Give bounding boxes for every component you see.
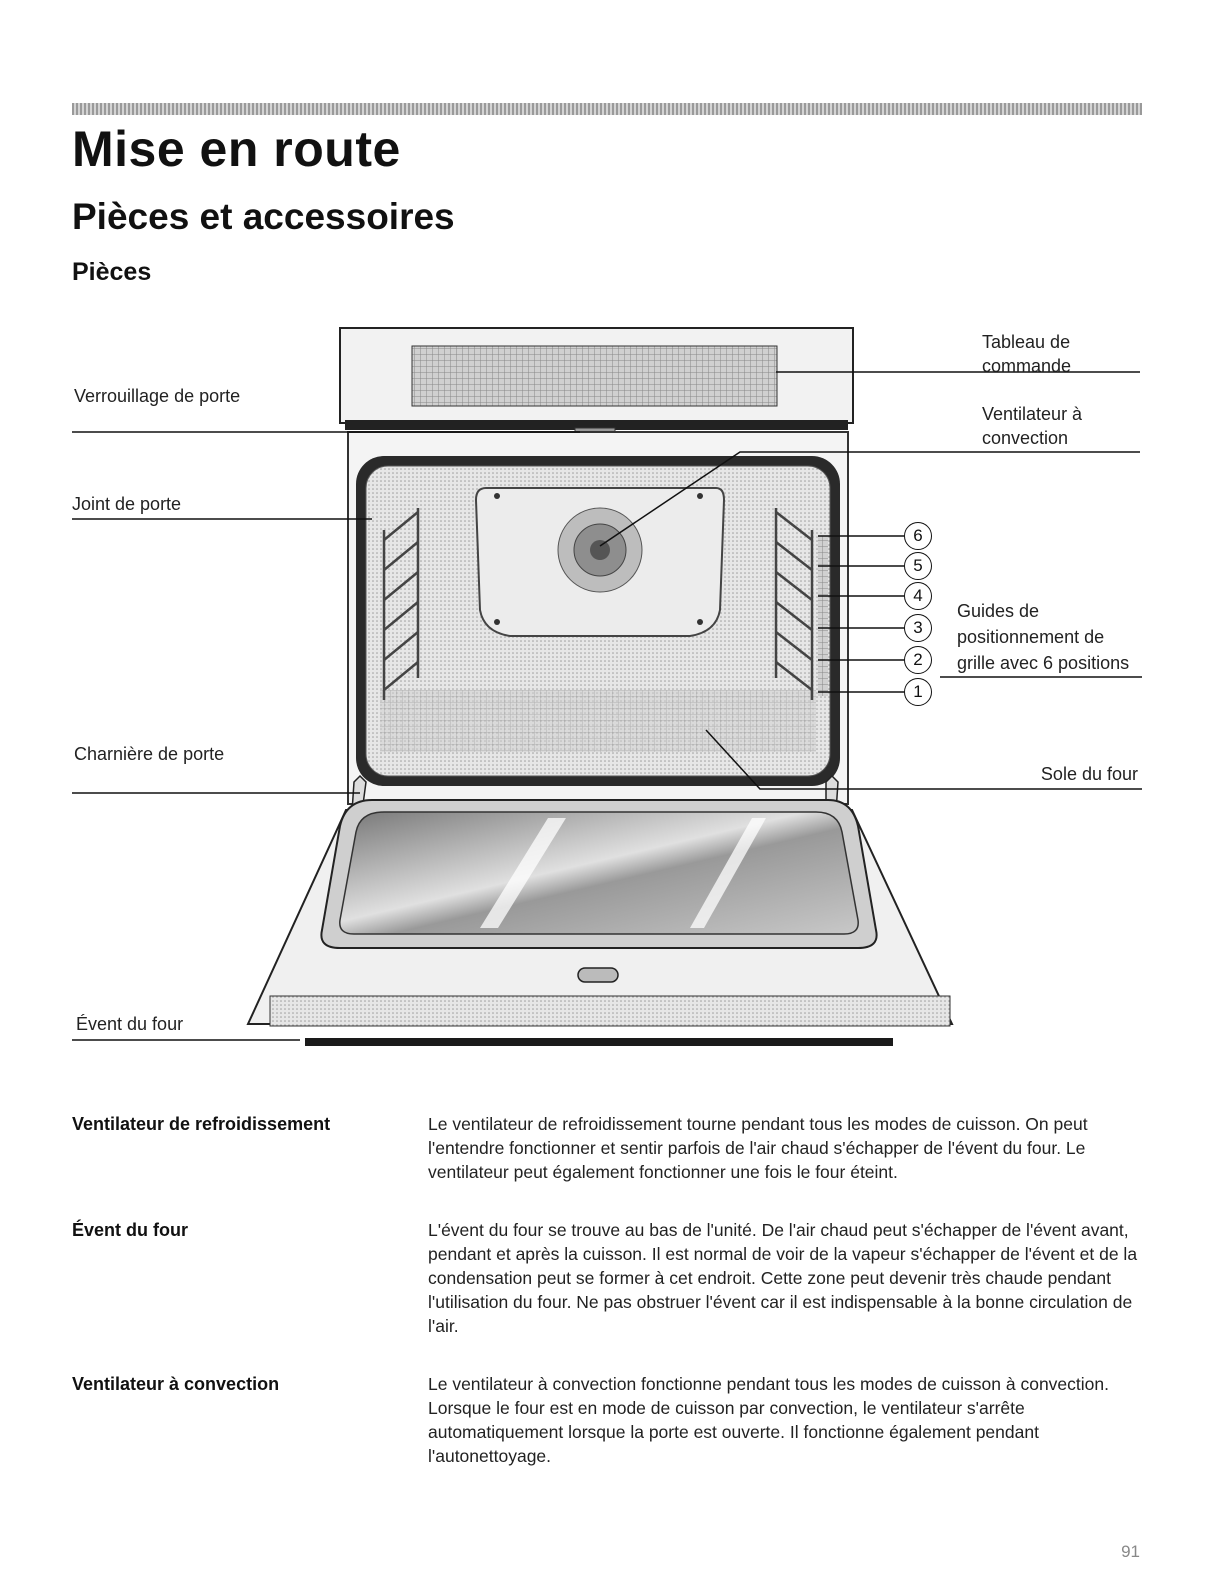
label-rack-guides: Guides de positionnement de grille avec 6 positions <box>957 601 1130 673</box>
term-oven-vent: Évent du four <box>72 1220 188 1240</box>
subsection-title: Pièces et accessoires <box>72 196 455 237</box>
rack-position-2: 2 <box>904 646 932 674</box>
label-door-lock: Verrouillage de porte <box>74 386 241 406</box>
label-oven-floor: Sole du four <box>1040 764 1138 784</box>
text-cooling-fan: Le ventilateur de refroidissement tourne pendant tous les modes de cuisson. On peut l'entendre fonctionner et sentir parfois de l'air chaud s'échapper de l'évent du four. Le ventilateur peut également fonctionner une fois le four éteint. <box>428 1114 1088 1182</box>
term-convection-fan: Ventilateur à convection <box>72 1374 280 1394</box>
label-oven-vent: Évent du four <box>76 1014 184 1034</box>
label-convection-fan: Ventilateur à convection <box>982 404 1083 448</box>
rack-position-1: 1 <box>904 678 932 706</box>
oven-floor-texture <box>380 690 816 752</box>
text-oven-vent: L'évent du four se trouve au bas de l'unité. De l'air chaud peut s'échapper de l'évent avant, pendant et après la cuisson. Il est normal de voir de la vapeur s'échapper de l'évent et de la condensation peut se former à cet endroit. Cette zone peut devenir très chaude pendant l'utilisation du four. Ne pas obstruer l'évent car il est indispensable à la bonne circulation de l'air. <box>428 1220 1138 1336</box>
rack-position-6: 6 <box>904 522 932 550</box>
door-handle-recess <box>578 968 618 982</box>
door-window <box>340 812 858 934</box>
control-display <box>412 346 777 406</box>
label-control-panel: Tableau de commande <box>982 332 1072 376</box>
rack-position-4: 4 <box>904 582 932 610</box>
label-door-gasket: Joint de porte <box>72 494 182 514</box>
text-convection-fan: Le ventilateur à convection fonctionne pendant tous les modes de cuisson à convection. Lorsque le four est en mode de cuisson par convection, le ventilateur s'arrête automatiquement lorsque la porte est ouverte. Il fonctionne également pendant l'autonettoyage. <box>428 1374 1109 1466</box>
section-title: Mise en route <box>72 121 401 177</box>
page-number: 91 <box>1121 1542 1140 1561</box>
rack-position-5: 5 <box>904 552 932 580</box>
oven-vent <box>270 996 950 1026</box>
rack-position-3: 3 <box>904 614 932 642</box>
label-door-hinge: Charnière de porte <box>74 744 225 764</box>
subsubsection-title: Pièces <box>72 258 152 286</box>
term-cooling-fan: Ventilateur de refroidissement <box>72 1114 331 1134</box>
